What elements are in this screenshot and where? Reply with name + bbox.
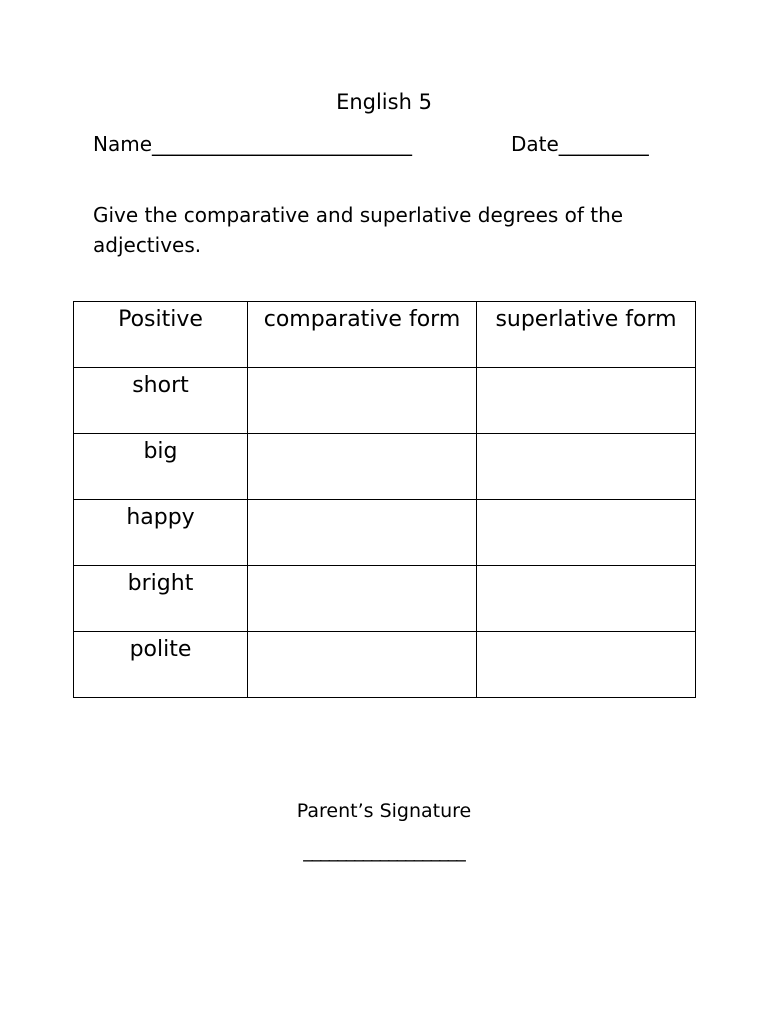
comparative-answer-cell[interactable] (248, 566, 477, 632)
comparative-answer-cell[interactable] (248, 632, 477, 698)
positive-cell: short (74, 368, 248, 434)
parent-signature-label: Parent’s Signature (296, 800, 472, 822)
superlative-answer-cell[interactable] (477, 566, 696, 632)
superlative-answer-cell[interactable] (477, 434, 696, 500)
date-field[interactable]: Date_________ (511, 132, 649, 156)
comparative-answer-cell[interactable] (248, 434, 477, 500)
table-header-row (74, 302, 696, 368)
column-header-positive: Positive (74, 302, 248, 368)
name-field[interactable]: Name__________________________ (93, 132, 413, 156)
positive-cell: big (74, 434, 248, 500)
table-row (74, 566, 696, 632)
column-header-superlative: superlative form (477, 302, 696, 368)
positive-cell: happy (74, 500, 248, 566)
comparative-answer-cell[interactable] (248, 368, 477, 434)
parent-signature-line[interactable]: ___________________ (303, 840, 465, 862)
comparative-answer-cell[interactable] (248, 500, 477, 566)
superlative-answer-cell[interactable] (477, 368, 696, 434)
adjective-table (73, 301, 696, 698)
superlative-answer-cell[interactable] (477, 632, 696, 698)
table-row (74, 368, 696, 434)
table-row (74, 500, 696, 566)
superlative-answer-cell[interactable] (477, 500, 696, 566)
worksheet-title: English 5 (336, 90, 432, 114)
positive-cell: bright (74, 566, 248, 632)
positive-cell: polite (74, 632, 248, 698)
column-header-comparative: comparative form (248, 302, 477, 368)
table-row (74, 632, 696, 698)
table-row (74, 434, 696, 500)
instructions-text: Give the comparative and superlative degrees of the adjectives. (93, 203, 624, 257)
